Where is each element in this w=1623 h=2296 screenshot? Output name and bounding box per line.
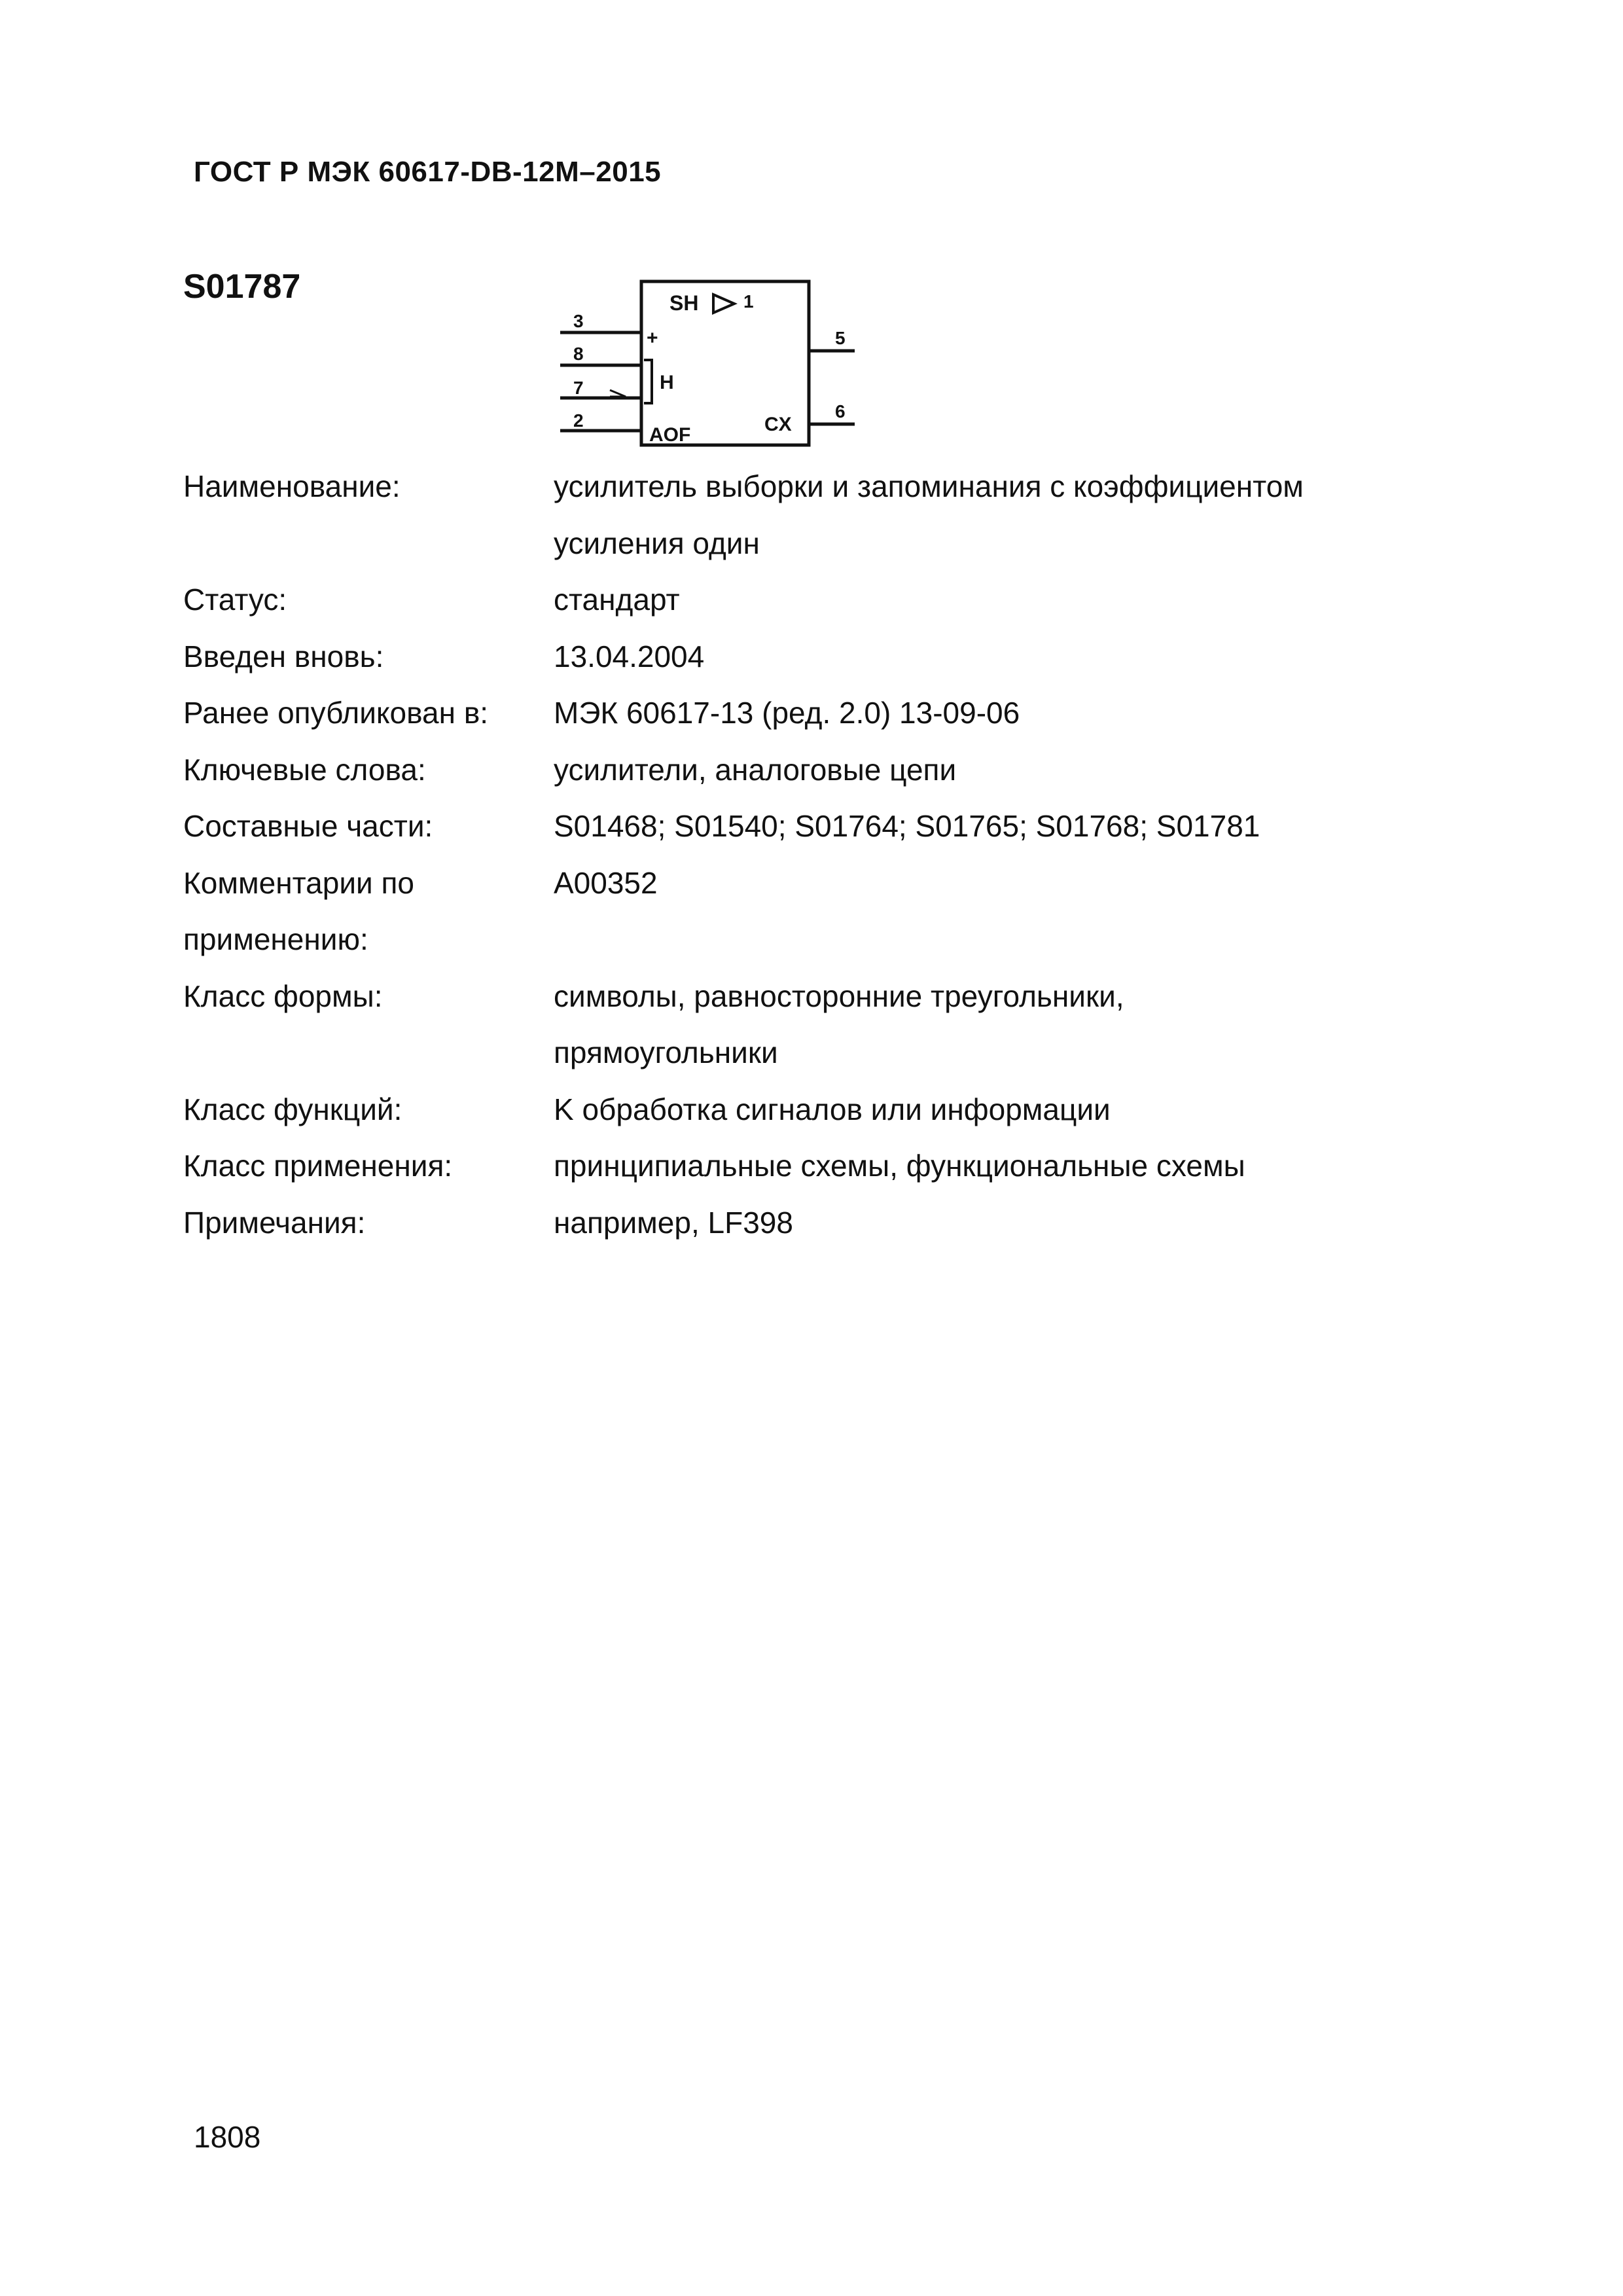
property-value: [554, 1194, 1404, 1251]
property-row-published-in: [183, 685, 1492, 742]
property-value: [554, 742, 1404, 798]
property-label: Ключевые слова:: [183, 752, 426, 787]
symbol-id: S01787: [183, 268, 301, 306]
property-row-keywords: [183, 742, 1492, 798]
property-row-function-class: [183, 1081, 1492, 1138]
property-row-components: [183, 798, 1492, 855]
page-number: 1808: [194, 2120, 261, 2154]
property-row-shape-class: [183, 968, 1492, 1081]
property-label: Комментарии по применению:: [183, 865, 414, 956]
property-label: Составные части:: [183, 809, 433, 843]
property-value-line: МЭК 60617-13 (ред. 2.0) 13-09-06: [554, 696, 1020, 730]
property-value-line: например, LF398: [554, 1205, 793, 1240]
property-row-application-notes: [183, 855, 1492, 968]
property-value: [554, 1081, 1404, 1138]
hold-label: H: [660, 372, 674, 393]
document-header: ГОСТ Р МЭК 60617-DB-12M–2015: [194, 156, 662, 188]
pin-5-label: 5: [835, 328, 846, 348]
control-bracket: [644, 360, 652, 403]
edge-trigger-icon: [610, 390, 626, 397]
property-row-status: [183, 571, 1492, 628]
property-row-introduced: [183, 628, 1492, 685]
property-value: [554, 571, 1404, 628]
property-label: Класс формы:: [183, 978, 383, 1013]
property-value-line: A00352: [554, 865, 658, 900]
property-value: [554, 1138, 1404, 1194]
plus-label: +: [647, 327, 658, 349]
property-value-line: прямоугольники: [554, 1035, 778, 1069]
property-value: [554, 798, 1404, 855]
property-value: [554, 628, 1404, 685]
property-value: [554, 855, 1404, 968]
property-label: Статус:: [183, 583, 287, 617]
property-value-line: символы, равносторонние треугольники,: [554, 978, 1124, 1013]
property-value-line: K обработка сигналов или информации: [554, 1092, 1111, 1126]
property-value-line: стандарт: [554, 583, 680, 617]
property-value-line: усиления один: [554, 526, 760, 560]
property-value-line: принципиальные схемы, функциональные схемы: [554, 1149, 1245, 1183]
property-label: Примечания:: [183, 1205, 366, 1240]
property-label: Класс функций:: [183, 1092, 402, 1126]
properties-table: [183, 458, 1492, 1251]
function-label: SH: [669, 291, 699, 315]
cx-label: CX: [764, 414, 792, 435]
property-row-name: [183, 458, 1492, 571]
property-label: Ранее опубликован в:: [183, 696, 489, 730]
pin-8-label: 8: [573, 344, 584, 364]
property-row-application-class: [183, 1138, 1492, 1194]
amplifier-triangle-icon: [713, 295, 734, 313]
pin-2-label: 2: [573, 410, 584, 431]
property-value-line: S01468; S01540; S01764; S01765; S01768; S01781: [554, 809, 1260, 843]
gain-label: 1: [743, 291, 754, 312]
property-label: Наименование:: [183, 469, 401, 503]
property-label: Введен вновь:: [183, 639, 384, 673]
property-value-line: усилитель выборки и запоминания с коэффициентом: [554, 469, 1304, 503]
aof-label: AOF: [649, 424, 691, 446]
property-value: [554, 685, 1404, 742]
pin-7-label: 7: [573, 378, 584, 398]
property-row-notes: [183, 1194, 1492, 1251]
property-value: [554, 968, 1404, 1081]
property-value-line: 13.04.2004: [554, 639, 705, 673]
property-value: [554, 458, 1404, 571]
pin-3-label: 3: [573, 311, 584, 331]
property-value-line: усилители, аналоговые цепи: [554, 752, 957, 787]
property-label: Класс применения:: [183, 1149, 453, 1183]
pin-6-label: 6: [835, 401, 846, 422]
sample-hold-amplifier-symbol: [547, 267, 861, 450]
